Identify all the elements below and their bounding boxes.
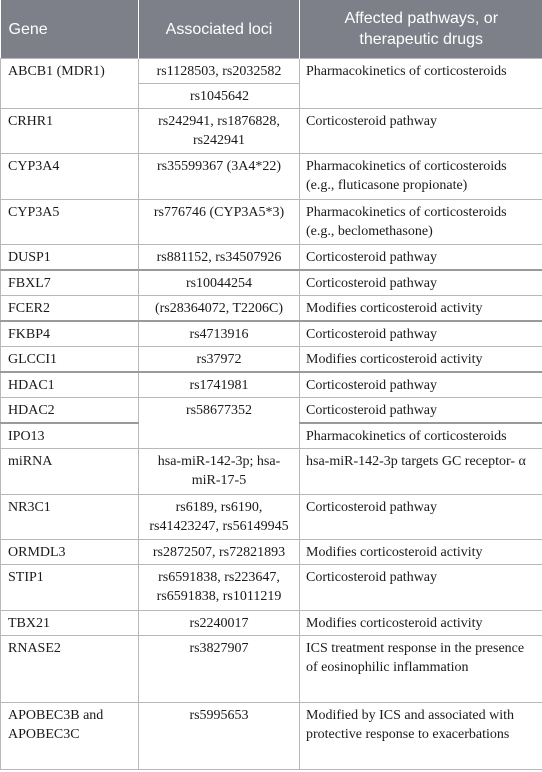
table-row (1, 200, 542, 245)
gene-cell: ORMDL3 (1, 540, 139, 565)
table-row (1, 109, 542, 154)
loci-cell: rs776746 (CYP3A5*3) (139, 200, 300, 245)
table-row (1, 245, 542, 271)
table-row (1, 636, 542, 703)
loci-cell: rs5995653 (139, 703, 300, 770)
table-row (1, 321, 542, 347)
loci-cell: rs10044254 (139, 270, 300, 296)
pathway-cell: hsa-miR-142-3p targets GC receptor- α (300, 449, 542, 495)
gene-cell: IPO13 (1, 423, 139, 449)
gene-cell: RNASE2 (1, 636, 139, 703)
loci-cell: rs37972 (139, 347, 300, 373)
gene-cell: CYP3A5 (1, 200, 139, 245)
header-affected-pathways: Affected pathways, or therapeutic drugs (300, 0, 542, 59)
table-row (1, 611, 542, 636)
loci-cell: hsa-miR-142-3p; hsa-miR-17-5 (139, 449, 300, 495)
gene-cell: STIP1 (1, 565, 139, 611)
loci-cell: rs6189, rs6190, rs41423247, rs56149945 (139, 495, 300, 540)
gene-cell: DUSP1 (1, 245, 139, 271)
loci-cell: rs881152, rs34507926 (139, 245, 300, 271)
header-associated-loci: Associated loci (139, 0, 300, 59)
table-row (1, 398, 542, 424)
table-row (1, 59, 542, 84)
loci-cell: rs6591838, rs223647, rs6591838, rs1011219 (139, 565, 300, 611)
pathway-cell: Pharmacokinetics of corticosteroids (300, 423, 542, 449)
pathway-cell: Corticosteroid pathway (300, 270, 542, 296)
table-row (1, 270, 542, 296)
loci-cell: rs1128503, rs2032582 (139, 59, 300, 84)
pathway-cell: Modifies corticosteroid activity (300, 611, 542, 636)
gene-cell: FKBP4 (1, 321, 139, 347)
gene-cell: GLCCI1 (1, 347, 139, 373)
pathway-cell: Pharmacokinetics of corticosteroids (e.g., fluticasone propionate) (300, 154, 542, 200)
loci-cell: rs1045642 (139, 84, 300, 109)
gene-cell: CRHR1 (1, 109, 139, 154)
table-row (1, 703, 542, 770)
pathway-cell: Corticosteroid pathway (300, 398, 542, 424)
table-row (1, 540, 542, 565)
gene-cell: HDAC2 (1, 398, 139, 424)
table-row (1, 495, 542, 540)
pathway-cell: Corticosteroid pathway (300, 495, 542, 540)
loci-cell: rs2872507, rs72821893 (139, 540, 300, 565)
gene-cell: APOBEC3B and APOBEC3C (1, 703, 139, 770)
table-row (1, 565, 542, 611)
gene-cell: miRNA (1, 449, 139, 495)
loci-cell: rs3827907 (139, 636, 300, 703)
pathway-cell: Corticosteroid pathway (300, 372, 542, 398)
pathway-cell: Pharmacokinetics of corticosteroids (e.g., beclomethasone) (300, 200, 542, 245)
table-row (1, 296, 542, 322)
gene-cell: FCER2 (1, 296, 139, 322)
loci-cell: rs35599367 (3A4*22) (139, 154, 300, 200)
pathway-cell: Modified by ICS and associated with protective response to exacerbations (300, 703, 542, 770)
gene-cell: ABCB1 (MDR1) (1, 59, 139, 109)
pathway-cell: ICS treatment response in the presence of eosinophilic inflammation (300, 636, 542, 703)
pathway-cell: Modifies corticosteroid activity (300, 296, 542, 322)
loci-cell: (rs28364072, T2206C) (139, 296, 300, 322)
pathway-cell: Pharmacokinetics of corticosteroids (300, 59, 542, 109)
pathway-cell: Corticosteroid pathway (300, 321, 542, 347)
pathway-cell: Modifies corticosteroid activity (300, 347, 542, 373)
loci-cell: rs58677352 (139, 398, 300, 449)
pathway-cell: Corticosteroid pathway (300, 109, 542, 154)
gene-cell: CYP3A4 (1, 154, 139, 200)
header-row (1, 0, 542, 59)
loci-cell: rs242941, rs1876828, rs242941 (139, 109, 300, 154)
loci-cell: rs4713916 (139, 321, 300, 347)
gene-cell: NR3C1 (1, 495, 139, 540)
pathway-cell: Corticosteroid pathway (300, 245, 542, 271)
pathway-cell: Modifies corticosteroid activity (300, 540, 542, 565)
table-row (1, 449, 542, 495)
gene-cell: HDAC1 (1, 372, 139, 398)
pathway-cell: Corticosteroid pathway (300, 565, 542, 611)
table-row (1, 372, 542, 398)
table-row (1, 347, 542, 373)
gene-cell: TBX21 (1, 611, 139, 636)
loci-cell: rs2240017 (139, 611, 300, 636)
header-gene: Gene (1, 0, 139, 59)
loci-cell: rs1741981 (139, 372, 300, 398)
gene-cell: FBXL7 (1, 270, 139, 296)
table-row (1, 154, 542, 200)
